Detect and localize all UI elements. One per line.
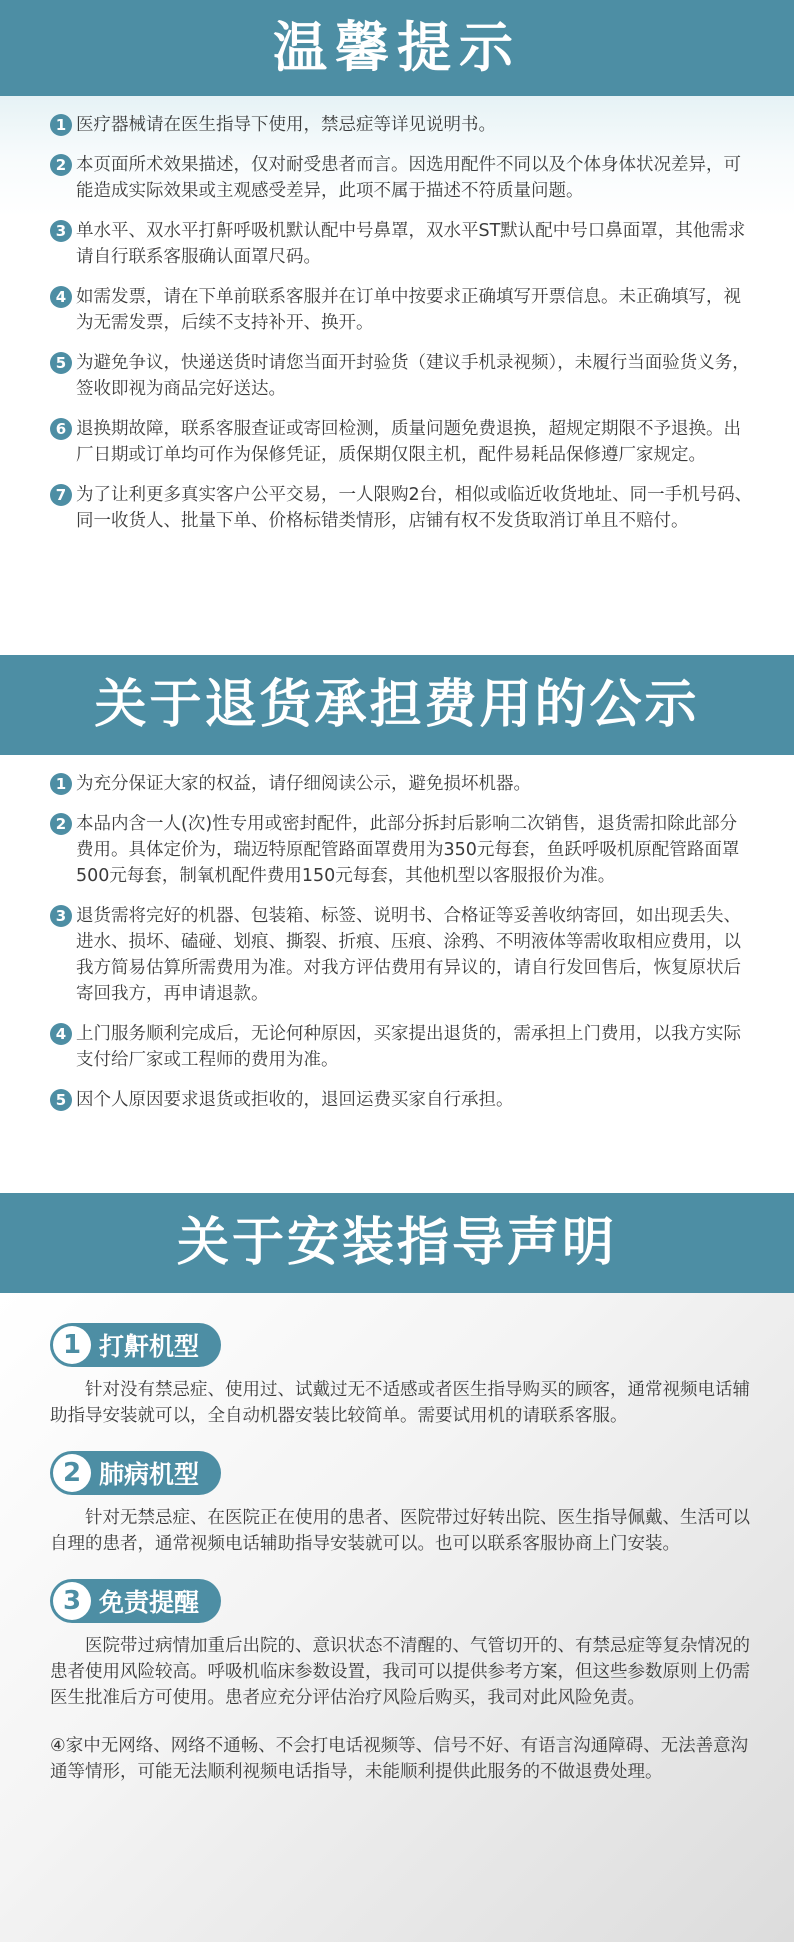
- list-item: [50, 152, 754, 204]
- number-badge: 3: [50, 220, 72, 242]
- list-item: [50, 350, 754, 402]
- number-badge: 4: [50, 1023, 72, 1045]
- block-heading: 打鼾机型: [99, 1332, 200, 1361]
- number-badge: 4: [50, 286, 72, 308]
- section-title: 关于安装指导声明: [176, 1213, 617, 1273]
- list-item: [50, 1087, 754, 1113]
- list-item: [50, 218, 754, 270]
- block-text: 针对没有禁忌症、使用过、试戴过无不适感或者医生指导购买的顾客，通常视频电话辅助指导安装就可以，全自动机器安装比较简单。需要试用机的请联系客服。: [50, 1380, 750, 1426]
- number-badge: 1: [50, 773, 72, 795]
- number-badge: 3: [50, 905, 72, 927]
- item-text: 为了让利更多真实客户公平交易，一人限购2台，相似或临近收货地址、同一手机号码、同一收货人、批量下单、价格标错类情形，店铺有权不发货取消订单且不赔付。: [76, 485, 753, 531]
- number-badge: 7: [50, 484, 72, 506]
- list-item: [50, 482, 754, 534]
- number-badge: 6: [50, 418, 72, 440]
- banner-return-fees: [0, 655, 794, 755]
- item-text: 单水平、双水平打鼾呼吸机默认配中号鼻罩，双水平ST默认配中号口鼻面罩，其他需求请自行联系客服确认面罩尺码。: [76, 221, 746, 267]
- number-badge: 5: [50, 1089, 72, 1111]
- item-text: 如需发票，请在下单前联系客服并在订单中按要求正确填写开票信息。未正确填写，视为无需发票，后续不支持补开、换开。: [76, 287, 741, 333]
- heading-pill: [50, 1579, 221, 1623]
- number-badge: 5: [50, 352, 72, 374]
- item-text: 退货需将完好的机器、包装箱、标签、说明书、合格证等妥善收纳寄回，如出现丢失、进水、损坏、磕碰、划痕、撕裂、折痕、压痕、涂鸦、不明液体等需收取相应费用，以我方简易估算所需费用为准。对我方评估费用有异议的，请自行发回售后，恢复原状后寄回我方，再申请退款。: [76, 906, 741, 1004]
- number-badge: 1: [50, 114, 72, 136]
- list-item: [50, 903, 754, 1007]
- item-text: 医疗器械请在医生指导下使用，禁忌症等详见说明书。: [76, 115, 496, 135]
- block-text: 针对无禁忌症、在医院正在使用的患者、医院带过好转出院、医生指导佩戴、生活可以自理的患者，通常视频电话辅助指导安装就可以。也可以联系客服协商上门安装。: [50, 1508, 750, 1554]
- section-title: 关于退货承担费用的公示: [94, 675, 700, 735]
- item-text: 上门服务顺利完成后，无论何种原因，买家提出退货的，需承担上门费用，以我方实际支付给厂家或工程师的费用为准。: [76, 1024, 741, 1070]
- item-text: 本品内含一人(次)性专用或密封配件，此部分拆封后影响二次销售，退货需扣除此部分费用。具体定价为，瑞迈特原配管路面罩费用为350元每套，鱼跃呼吸机原配管路面罩500元每套，制氧机配件费用150元每套，其他机型以客服报价为准。: [76, 814, 740, 886]
- heading-pill: [50, 1451, 221, 1495]
- number-badge: 2: [50, 813, 72, 835]
- install-guide-section: [0, 1293, 794, 1942]
- item-text: 为充分保证大家的权益，请仔细阅读公示，避免损坏机器。: [76, 774, 531, 794]
- list-item: [50, 112, 754, 138]
- item-text: 退换期故障，联系客服查证或寄回检测，质量问题免费退换，超规定期限不予退换。出厂日期或订单均可作为保修凭证，质保期仅限主机，配件易耗品保修遵厂家规定。: [76, 419, 741, 465]
- number-badge: 3: [53, 1582, 91, 1620]
- block-heading: 肺病机型: [99, 1460, 200, 1489]
- return-fees-section: [0, 755, 794, 1193]
- banner-warm-tips: [0, 0, 794, 96]
- list-item: [50, 771, 754, 797]
- number-badge: 1: [53, 1326, 91, 1364]
- section-title: 温馨提示: [273, 16, 521, 79]
- banner-install-guide: [0, 1193, 794, 1293]
- list-item: [50, 811, 754, 889]
- heading-pill: [50, 1323, 221, 1367]
- block-text: 医院带过病情加重后出院的、意识状态不清醒的、气管切开的、有禁忌症等复杂情况的患者使用风险较高。呼吸机临床参数设置，我司可以提供参考方案，但这些参数原则上仍需医生批准后方可使用。患者应充分评估治疗风险后购买，我司对此风险免责。: [50, 1636, 750, 1708]
- list-item: [50, 1021, 754, 1073]
- list-item: [50, 284, 754, 336]
- item-text: 本页面所术效果描述，仅对耐受患者而言。因选用配件不同以及个体身体状况差异，可能造成实际效果或主观感受差异，此项不属于描述不符质量问题。: [76, 155, 741, 201]
- list-item: [50, 416, 754, 468]
- item-text: 为避免争议，快递送货时请您当面开封验货（建议手机录视频），未履行当面验货义务，签收即视为商品完好送达。: [76, 353, 750, 399]
- block-heading: 免责提醒: [99, 1588, 200, 1617]
- number-badge: 2: [53, 1454, 91, 1492]
- note-text: ④家中无网络、网络不通畅、不会打电话视频等、信号不好、有语言沟通障碍、无法善意沟通等情形，可能无法顺利视频电话指导，未能顺利提供此服务的不做退费处理。: [50, 1736, 749, 1782]
- item-text: 因个人原因要求退货或拒收的，退回运费买家自行承担。: [76, 1090, 514, 1110]
- number-badge: 2: [50, 154, 72, 176]
- warm-tips-section: [0, 96, 794, 655]
